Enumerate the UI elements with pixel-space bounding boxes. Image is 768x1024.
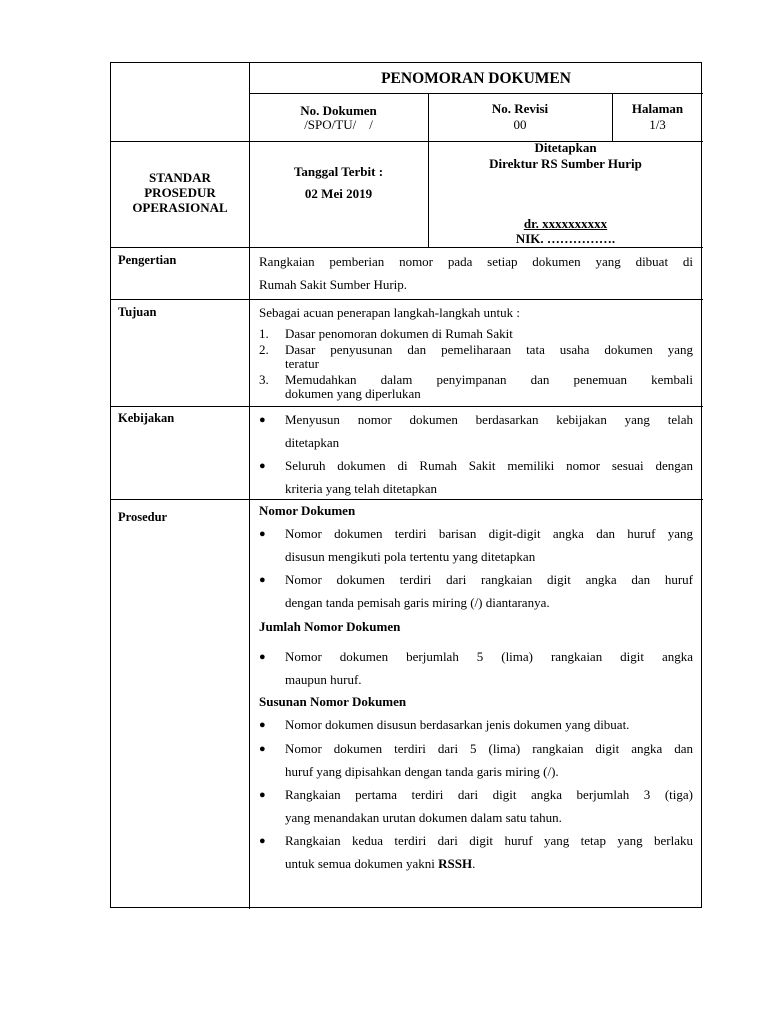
section-heading: Susunan Nomor Dokumen [259,694,407,709]
kebijakan-item: ● Menyusun nomor dokumen berdasarkan kebijakan yang telah ditetapkan [259,412,693,450]
prosedur-item: ● Rangkaian kedua terdiri dari digit huruf yang tetap yang berlaku untuk semua dokumen yakni RSSH. [259,833,693,871]
row-divider [111,406,703,407]
pengertian-text: Rangkaian pemberian nomor pada setiap dokumen yang dibuat di Rumah Sakit Sumber Hurip. [259,254,693,292]
no-dokumen-label: No. Dokumen [300,103,377,118]
sop-document [110,62,702,908]
kebijakan-item: ● Seluruh dokumen di Rumah Sakit memiliki nomor sesuai dengan kriteria yang telah ditetapkan [259,458,693,496]
halaman-label: Halaman [631,101,684,116]
pengertian-label: Pengertian [118,253,177,267]
document-title: PENOMORAN DOKUMEN [381,70,571,87]
signatory-name: dr. xxxxxxxxxx [523,216,608,231]
tujuan-item: 2. Dasar penyusunan dan pemeliharaan tata usaha dokumen yang teratur [259,342,693,371]
row-divider [111,247,703,248]
sop-heading: STANDAR PROSEDUR OPERASIONAL [132,170,228,215]
signatory-nik: NIK. ……………. [515,231,616,246]
bullet-icon: ● [259,719,266,731]
bullet-icon: ● [259,651,266,663]
ditetapkan-label: Ditetapkan [534,140,597,155]
prosedur-item: ● Rangkaian pertama terdiri dari digit angka berjumlah 3 (tiga) yang menandakan urutan dokumen dalam satu tahun. [259,787,693,825]
tujuan-intro: Sebagai acuan penerapan langkah-langkah untuk : [259,305,520,320]
bullet-icon: ● [259,789,266,801]
bullet-icon: ● [259,835,266,847]
no-dokumen-value: /SPO/TU/ / [304,117,373,132]
no-revisi-value: 00 [513,117,527,132]
prosedur-label: Prosedur [118,510,168,524]
row-divider [249,93,703,94]
section-heading: Nomor Dokumen [259,503,356,518]
prosedur-item: ● Nomor dokumen terdiri dari 5 (lima) rangkaian digit angka dan huruf yang dipisahkan dengan tanda garis miring (/). [259,741,693,779]
kebijakan-label: Kebijakan [118,411,175,425]
section-heading: Jumlah Nomor Dokumen [259,619,401,634]
tujuan-item: 1. Dasar penomoran dokumen di Rumah Sakit [259,326,513,341]
tanggal-terbit-value: 02 Mei 2019 [304,186,373,201]
direktur-label: Direktur RS Sumber Hurip [489,156,642,171]
row-divider [111,299,703,300]
bullet-icon: ● [259,574,266,586]
tujuan-item: 3. Memudahkan dalam penyimpanan dan penemuan kembali dokumen yang diperlukan [259,372,693,401]
prosedur-item: ● Nomor dokumen terdiri barisan digit-digit angka dan huruf yang disusun mengikuti pola tertentu yang ditetapkan [259,526,693,564]
tanggal-terbit-label: Tanggal Terbit : [293,164,384,179]
halaman-value: 1/3 [649,117,666,132]
tujuan-label: Tujuan [118,305,157,319]
prosedur-item: ● Nomor dokumen berjumlah 5 (lima) rangkaian digit angka maupun huruf. [259,649,693,687]
bullet-icon: ● [259,460,266,472]
no-revisi-label: No. Revisi [491,101,549,116]
bullet-icon: ● [259,743,266,755]
bullet-icon: ● [259,528,266,540]
prosedur-item: ● Nomor dokumen disusun berdasarkan jenis dokumen yang dibuat. [259,717,630,732]
bullet-icon: ● [259,414,266,426]
prosedur-item: ● Nomor dokumen terdiri dari rangkaian digit angka dan huruf dengan tanda pemisah garis miring (/) diantaranya. [259,572,693,610]
